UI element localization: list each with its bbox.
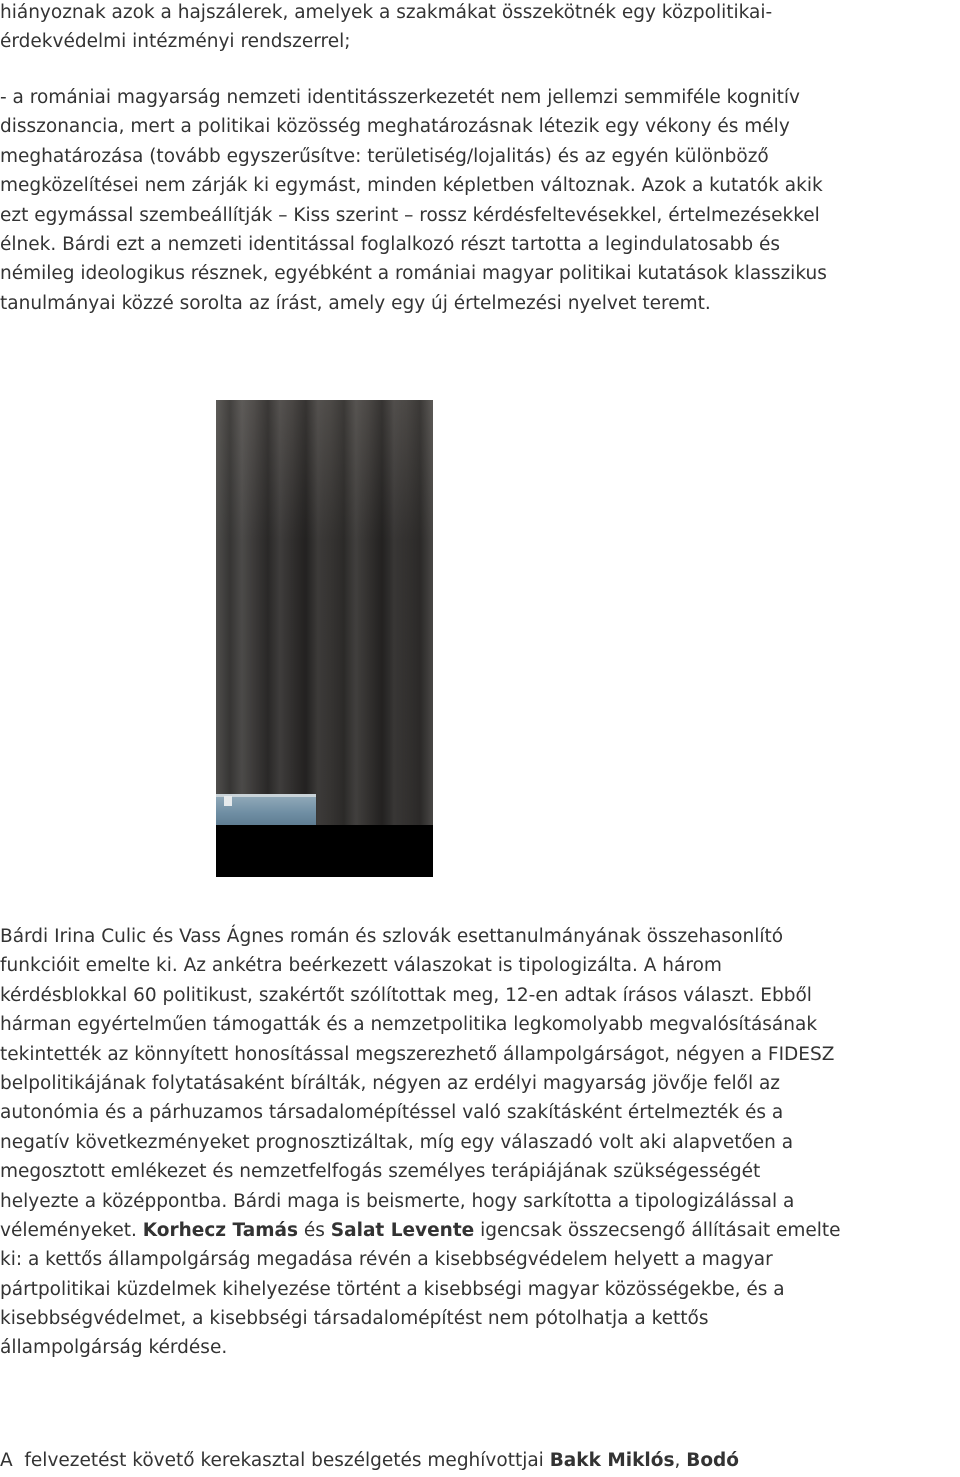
text-line: - a romániai magyarság nemzeti identitásszerkezetét nem jellemzi semmiféle kognitív xyxy=(0,87,800,108)
text-line: tanulmányai közzé sorolta az írást, amely egy új értelmezési nyelvet teremt. xyxy=(0,292,711,314)
text-line-with-names xyxy=(0,1216,960,1245)
paragraph-intro xyxy=(0,0,960,57)
text-line: ki: a kettős állampolgárság megadása révén a kisebbségvédelem helyett a magyar xyxy=(0,1249,773,1271)
paragraph-survey xyxy=(0,922,960,1363)
text-fragment: A felvezetést követő kerekasztal beszélgetés meghívottjai xyxy=(0,1450,550,1471)
text-line: negatív következményeket prognosztizáltak, míg egy válaszadó volt aki alapvetően a xyxy=(0,1131,794,1153)
text-line: pártpolitikai küzdelmek kihelyezése történt a kisebbségi magyar közösségekbe, és a xyxy=(0,1278,785,1300)
text-line: élnek. Bárdi ezt a nemzeti identitással foglalkozó részt tartotta a legindulatosabb és xyxy=(0,233,780,255)
text-line: állampolgárság kérdése. xyxy=(0,1337,228,1359)
text-line: tekintették az könnyített honosítással megszerezhető állampolgárságot, négyen a FIDESZ xyxy=(0,1043,835,1065)
text-line: megosztott emlékezet és nemzetfelfogás személyes terápiájának szükségességét xyxy=(0,1161,761,1183)
text-line: hárman egyértelműen támogatták és a nemzetpolitika legkomolyabb megvalósításának xyxy=(0,1014,818,1036)
text-line: némileg ideologikus résznek, egyébként a romániai magyar politikai kutatások klasszikus xyxy=(0,263,827,285)
text-line: megközelítései nem zárják ki egymást, minden képletben változnak. Azok a kutatók akik xyxy=(0,175,823,197)
text-fragment: igencsak összecsengő állításait emelte xyxy=(474,1219,841,1241)
paragraph-roundtable xyxy=(0,1446,960,1475)
text-line-with-names xyxy=(0,1446,960,1475)
text-line: meghatározása (tovább egyszerűsítve: területiség/lojalitás) és az egyén különböző xyxy=(0,145,769,167)
person-name-bakk: Bakk Miklós xyxy=(549,1450,675,1471)
text-fragment: és xyxy=(298,1219,331,1241)
conference-photo xyxy=(216,400,433,877)
text-line: autonómia és a párhuzamos társadalomépítéssel való szakításként értelmezték és a xyxy=(0,1102,784,1124)
text-line: ezt egymással szembeállítják – Kiss szerint – rossz kérdésfeltevésekkel, értelmezésekkel xyxy=(0,204,820,226)
photo-black-bar xyxy=(216,825,433,877)
person-name-korhecz: Korhecz Tamás xyxy=(142,1219,298,1241)
person-name-salat: Salat Levente xyxy=(330,1219,475,1241)
text-fragment: , xyxy=(674,1450,687,1471)
person-name-bodo: Bodó xyxy=(686,1450,739,1471)
text-line: funkcióit emelte ki. Az ankétra beérkezett válaszokat is tipologizálta. A három xyxy=(0,955,722,977)
text-fragment: véleményeket. xyxy=(0,1219,143,1241)
paragraph-identity xyxy=(0,83,960,318)
text-line: helyezte a középpontba. Bárdi maga is beismerte, hogy sarkította a tipologizálással a xyxy=(0,1190,795,1212)
text-line: kisebbségvédelmet, a kisebbségi társadalomépítést nem pótolhatja a kettős xyxy=(0,1308,709,1330)
text-line: disszonancia, mert a politikai közösség meghatározásnak létezik egy vékony és mély xyxy=(0,116,790,138)
text-line: Bárdi Irina Culic és Vass Ágnes román és szlovák esettanulmányának összehasonlító xyxy=(0,926,784,947)
text-line: kérdésblokkal 60 politikust, szakértőt szólítottak meg, 12-en adtak írásos választ. Ebből xyxy=(0,984,812,1006)
text-line: érdekvédelmi intézményi rendszerrel; xyxy=(0,31,351,53)
text-line: belpolitikájának folytatásaként bírálták, négyen az erdélyi magyarság jövője felől az xyxy=(0,1072,781,1094)
text-line: hiányoznak azok a hajszálerek, amelyek a szakmákat összekötnék egy közpolitikai- xyxy=(0,2,773,23)
